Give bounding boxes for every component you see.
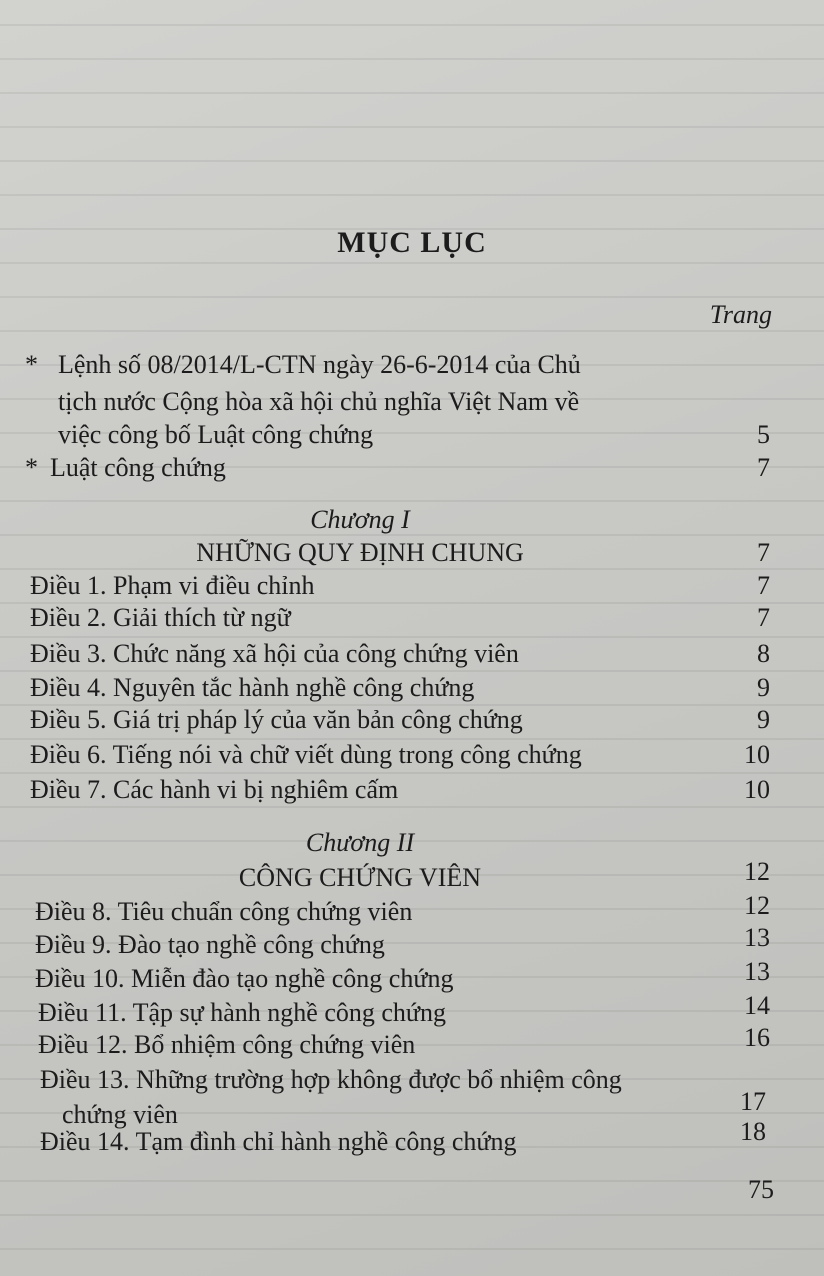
toc-page: 5 (757, 420, 770, 449)
toc-entry-text: Điều 6. Tiếng nói và chữ viết dùng trong công chứng (30, 740, 582, 769)
toc-page: 7 (757, 571, 770, 600)
bullet: * (25, 453, 38, 482)
toc-page: 9 (757, 705, 770, 734)
toc-page: 18 (740, 1117, 766, 1146)
toc-entry-text: Điều 5. Giá trị pháp lý của văn bản công chứng (30, 705, 523, 734)
toc-page: 8 (757, 639, 770, 668)
toc-entry-text: Điều 12. Bổ nhiệm công chứng viên (38, 1030, 416, 1059)
toc-page: 7 (757, 603, 770, 632)
toc-entry-text: việc công bố Luật công chứng (58, 420, 374, 449)
toc-page: 14 (744, 991, 770, 1020)
toc-page: 13 (744, 957, 770, 986)
toc-entry-text-continued: chứng viên (62, 1100, 178, 1129)
toc-page: 10 (744, 740, 770, 769)
chapter-title: NHỮNG QUY ĐỊNH CHUNG (196, 538, 524, 567)
toc-entry-text: Điều 11. Tập sự hành nghề công chứng (38, 998, 446, 1027)
toc-page: 17 (740, 1087, 766, 1116)
toc-page: 12 (744, 891, 770, 920)
toc-entry-text: Điều 1. Phạm vi điều chỉnh (30, 571, 315, 600)
toc-page: 7 (757, 453, 770, 482)
toc-entry-text: Điều 9. Đào tạo nghề công chứng (35, 930, 385, 959)
toc-entry-text: Điều 3. Chức năng xã hội của công chứng viên (30, 639, 519, 668)
toc-page: 10 (744, 775, 770, 804)
toc-entry-text: Điều 13. Những trường hợp không được bổ nhiệm công (40, 1065, 622, 1094)
toc-entry-text: Luật công chứng (50, 453, 226, 482)
toc-entry-text: Điều 14. Tạm đình chỉ hành nghề công chứng (40, 1127, 517, 1156)
chapter-title: CÔNG CHỨNG VIÊN (238, 863, 482, 892)
toc-entry-text: Điều 7. Các hành vi bị nghiêm cấm (30, 775, 399, 804)
toc-page: 13 (744, 923, 770, 952)
toc-page: 7 (757, 538, 770, 567)
bullet: * (25, 350, 38, 379)
page-title: MỤC LỤC (337, 226, 487, 259)
toc-entry-text: tịch nước Cộng hòa xã hội chủ nghĩa Việt Nam về (58, 387, 580, 416)
toc-entry-text: Điều 4. Nguyên tắc hành nghề công chứng (30, 673, 475, 702)
toc-entry-text: Lệnh số 08/2014/L-CTN ngày 26-6-2014 của Chủ (58, 350, 581, 379)
page-column-header: Trang (709, 300, 772, 329)
toc-page: 12 (744, 857, 770, 886)
toc-entry-text: Điều 10. Miễn đào tạo nghề công chứng (35, 964, 454, 993)
chapter-label: Chương II (305, 828, 415, 857)
toc-entry-text: Điều 8. Tiêu chuẩn công chứng viên (35, 897, 413, 926)
toc-page: 9 (757, 673, 770, 702)
toc-page: 16 (744, 1023, 770, 1052)
toc-entry-text: Điều 2. Giải thích từ ngữ (30, 603, 291, 632)
page-number: 75 (748, 1175, 774, 1204)
chapter-label: Chương I (310, 505, 410, 534)
